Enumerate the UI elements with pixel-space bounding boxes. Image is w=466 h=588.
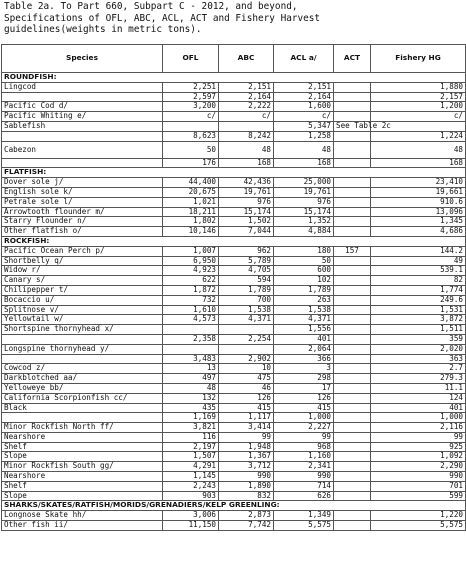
cell-ofl: 1,802 xyxy=(163,217,219,227)
cell-abc: 1,117 xyxy=(219,413,274,423)
cell-abc: 8,242 xyxy=(219,131,274,141)
cell-ofl: c/ xyxy=(163,112,219,122)
cell-species: Longspine thornyhead y/ xyxy=(2,344,163,354)
cell-fishery-hg: 279.3 xyxy=(371,374,466,384)
table-row xyxy=(2,266,466,276)
cell-species: Canary s/ xyxy=(2,276,163,286)
table-row xyxy=(2,481,466,491)
cell-fishery-hg: 2,020 xyxy=(371,344,466,354)
cell-act xyxy=(334,178,371,188)
cell-abc: 1,890 xyxy=(219,481,274,491)
cell-fishery-hg: 1,000 xyxy=(371,413,466,423)
section-header-row xyxy=(2,168,466,178)
table-row xyxy=(2,383,466,393)
cell-acl: 2,064 xyxy=(274,344,334,354)
cell-ofl xyxy=(163,121,219,131)
header-abc: ABC xyxy=(219,45,274,73)
cell-ofl xyxy=(163,344,219,354)
cell-ofl: 2,597 xyxy=(163,92,219,102)
cell-acl: 5,347 xyxy=(274,121,334,131)
cell-abc: 7,742 xyxy=(219,521,274,531)
cell-acl: 2,341 xyxy=(274,462,334,472)
cell-ofl: 4,291 xyxy=(163,462,219,472)
cell-fishery-hg: 4,686 xyxy=(371,227,466,237)
section-label: FLATFISH: xyxy=(2,168,466,178)
cell-act xyxy=(334,197,371,207)
cell-ofl: 1,872 xyxy=(163,285,219,295)
cell-species: Other fish ii/ xyxy=(2,521,163,531)
table-row xyxy=(2,121,466,131)
page-title: Table 2a. To Part 660, Subpart C - 2012, and beyond, Specifications of OFL, ABC, ACL, ACT and Fishery Harvest guidelines(weights in metric tons). xyxy=(4,1,321,35)
cell-abc: 415 xyxy=(219,403,274,413)
table-row xyxy=(2,158,466,168)
cell-ofl: 1,007 xyxy=(163,246,219,256)
cell-acl: 1,556 xyxy=(274,325,334,335)
table-row xyxy=(2,344,466,354)
cell-ofl: 3,821 xyxy=(163,423,219,433)
cell-fishery-hg: 249.6 xyxy=(371,295,466,305)
cell-ofl: 4,573 xyxy=(163,315,219,325)
section-label: ROUNDFISH: xyxy=(2,73,466,83)
table-row xyxy=(2,82,466,92)
cell-ofl: 6,950 xyxy=(163,256,219,266)
header-fishery-hg: Fishery HG xyxy=(371,45,466,73)
cell-ofl: 1,507 xyxy=(163,452,219,462)
section-header-row xyxy=(2,236,466,246)
cell-fishery-hg: 1,224 xyxy=(371,131,466,141)
cell-act xyxy=(334,315,371,325)
cell-abc: 962 xyxy=(219,246,274,256)
cell-fishery-hg: 48 xyxy=(371,141,466,158)
cell-abc: 700 xyxy=(219,295,274,305)
cell-act xyxy=(334,325,371,335)
cell-ofl: 20,675 xyxy=(163,187,219,197)
cell-act xyxy=(334,102,371,112)
cell-act xyxy=(334,266,371,276)
table-row xyxy=(2,423,466,433)
cell-fishery-hg: 1,511 xyxy=(371,325,466,335)
cell-ofl: 2,197 xyxy=(163,442,219,452)
cell-act: See Table 2c xyxy=(334,121,371,131)
cell-fishery-hg: 401 xyxy=(371,403,466,413)
cell-abc: 2,164 xyxy=(219,92,274,102)
table-row xyxy=(2,285,466,295)
cell-species: Slope xyxy=(2,452,163,462)
cell-species: Chilipepper t/ xyxy=(2,285,163,295)
cell-act xyxy=(334,92,371,102)
cell-abc: 1,948 xyxy=(219,442,274,452)
cell-acl: 714 xyxy=(274,481,334,491)
cell-abc: 475 xyxy=(219,374,274,384)
cell-abc xyxy=(219,121,274,131)
cell-species: Darkblotched aa/ xyxy=(2,374,163,384)
cell-species: Shelf xyxy=(2,442,163,452)
cell-act: 157 xyxy=(334,246,371,256)
table-row xyxy=(2,403,466,413)
cell-acl: 1,160 xyxy=(274,452,334,462)
table-row xyxy=(2,334,466,344)
cell-acl: 168 xyxy=(274,158,334,168)
cell-abc: 7,044 xyxy=(219,227,274,237)
table-row xyxy=(2,462,466,472)
table-row xyxy=(2,187,466,197)
cell-act xyxy=(334,112,371,122)
cell-species: Minor Rockfish North ff/ xyxy=(2,423,163,433)
cell-species: Splitnose v/ xyxy=(2,305,163,315)
table-row xyxy=(2,141,466,158)
table-row xyxy=(2,178,466,188)
table-row xyxy=(2,256,466,266)
cell-acl: 2,227 xyxy=(274,423,334,433)
cell-abc: 2,873 xyxy=(219,511,274,521)
cell-act xyxy=(334,481,371,491)
cell-species: Pacific Whiting e/ xyxy=(2,112,163,122)
cell-abc: 832 xyxy=(219,491,274,501)
cell-species: Pacific Cod d/ xyxy=(2,102,163,112)
cell-acl: 1,789 xyxy=(274,285,334,295)
cell-species: Arrowtooth flounder m/ xyxy=(2,207,163,217)
table-row xyxy=(2,246,466,256)
cell-acl: 366 xyxy=(274,354,334,364)
cell-act xyxy=(334,364,371,374)
cell-fishery-hg: 701 xyxy=(371,481,466,491)
cell-species: Cowcod z/ xyxy=(2,364,163,374)
cell-abc: 46 xyxy=(219,383,274,393)
cell-abc: 1,538 xyxy=(219,305,274,315)
cell-species: Yelloweye bb/ xyxy=(2,383,163,393)
cell-species: Shortbelly q/ xyxy=(2,256,163,266)
cell-species: Bocaccio u/ xyxy=(2,295,163,305)
cell-fishery-hg: 363 xyxy=(371,354,466,364)
specifications-table-container xyxy=(1,44,466,531)
table-row xyxy=(2,112,466,122)
cell-act xyxy=(334,187,371,197)
table-row xyxy=(2,276,466,286)
cell-acl: 50 xyxy=(274,256,334,266)
cell-act xyxy=(334,472,371,482)
cell-ofl: 18,211 xyxy=(163,207,219,217)
cell-fishery-hg: 124 xyxy=(371,393,466,403)
cell-species: Nearshore xyxy=(2,472,163,482)
cell-ofl: 1,145 xyxy=(163,472,219,482)
cell-fishery-hg: 144.2 xyxy=(371,246,466,256)
section-label: ROCKFISH: xyxy=(2,236,466,246)
header-act: ACT xyxy=(334,45,371,73)
table-row xyxy=(2,227,466,237)
cell-fishery-hg: 2,290 xyxy=(371,462,466,472)
cell-act xyxy=(334,305,371,315)
cell-ofl: 2,358 xyxy=(163,334,219,344)
cell-acl: 626 xyxy=(274,491,334,501)
cell-acl: 1,000 xyxy=(274,413,334,423)
cell-fishery-hg: 990 xyxy=(371,472,466,482)
cell-abc: 126 xyxy=(219,393,274,403)
cell-act xyxy=(334,217,371,227)
cell-act xyxy=(334,82,371,92)
cell-ofl: 903 xyxy=(163,491,219,501)
specifications-table xyxy=(1,44,466,531)
cell-acl: 1,349 xyxy=(274,511,334,521)
cell-act xyxy=(334,295,371,305)
cell-acl: c/ xyxy=(274,112,334,122)
cell-abc xyxy=(219,325,274,335)
cell-ofl: 13 xyxy=(163,364,219,374)
cell-ofl: 3,200 xyxy=(163,102,219,112)
cell-acl: 1,600 xyxy=(274,102,334,112)
table-row xyxy=(2,197,466,207)
cell-acl: 25,000 xyxy=(274,178,334,188)
cell-abc: 1,789 xyxy=(219,285,274,295)
cell-species: Slope xyxy=(2,491,163,501)
cell-species: Shelf xyxy=(2,481,163,491)
cell-act xyxy=(334,462,371,472)
cell-act xyxy=(334,511,371,521)
cell-abc: 594 xyxy=(219,276,274,286)
cell-act xyxy=(334,423,371,433)
cell-species: Longnose Skate hh/ xyxy=(2,511,163,521)
cell-abc: 15,174 xyxy=(219,207,274,217)
cell-fishery-hg: c/ xyxy=(371,112,466,122)
cell-abc: 3,414 xyxy=(219,423,274,433)
header-row xyxy=(2,45,466,73)
section-header-row xyxy=(2,73,466,83)
cell-abc: 2,222 xyxy=(219,102,274,112)
table-row xyxy=(2,472,466,482)
cell-acl: 99 xyxy=(274,432,334,442)
cell-abc: 4,705 xyxy=(219,266,274,276)
cell-act xyxy=(334,432,371,442)
table-body xyxy=(2,73,466,531)
cell-ofl: 3,006 xyxy=(163,511,219,521)
cell-species: Shortspine thornyhead x/ xyxy=(2,325,163,335)
cell-ofl xyxy=(163,325,219,335)
cell-abc: 19,761 xyxy=(219,187,274,197)
table-row xyxy=(2,131,466,141)
cell-abc xyxy=(219,344,274,354)
cell-acl: 5,575 xyxy=(274,521,334,531)
cell-species: Yellowtail w/ xyxy=(2,315,163,325)
cell-abc: 4,371 xyxy=(219,315,274,325)
cell-acl: 126 xyxy=(274,393,334,403)
cell-abc: c/ xyxy=(219,112,274,122)
cell-ofl: 116 xyxy=(163,432,219,442)
cell-species: Lingcod xyxy=(2,82,163,92)
cell-ofl: 2,243 xyxy=(163,481,219,491)
cell-ofl: 497 xyxy=(163,374,219,384)
table-row xyxy=(2,92,466,102)
cell-acl: 2,164 xyxy=(274,92,334,102)
cell-act xyxy=(334,334,371,344)
cell-acl: 1,258 xyxy=(274,131,334,141)
cell-fishery-hg: 1,774 xyxy=(371,285,466,295)
table-row xyxy=(2,442,466,452)
cell-fishery-hg: 1,092 xyxy=(371,452,466,462)
header-ofl: OFL xyxy=(163,45,219,73)
table-row xyxy=(2,511,466,521)
cell-fishery-hg: 359 xyxy=(371,334,466,344)
cell-acl: 102 xyxy=(274,276,334,286)
cell-abc: 48 xyxy=(219,141,274,158)
cell-act xyxy=(334,207,371,217)
cell-acl: 15,174 xyxy=(274,207,334,217)
cell-act xyxy=(334,521,371,531)
cell-acl: 990 xyxy=(274,472,334,482)
cell-act xyxy=(334,285,371,295)
cell-fishery-hg: 5,575 xyxy=(371,521,466,531)
cell-fishery-hg: 2.7 xyxy=(371,364,466,374)
cell-fishery-hg: 19,661 xyxy=(371,187,466,197)
cell-species: Other flatfish o/ xyxy=(2,227,163,237)
cell-fishery-hg: 13,096 xyxy=(371,207,466,217)
cell-acl: 401 xyxy=(274,334,334,344)
cell-acl: 298 xyxy=(274,374,334,384)
cell-acl: 968 xyxy=(274,442,334,452)
cell-abc: 99 xyxy=(219,432,274,442)
cell-acl: 263 xyxy=(274,295,334,305)
table-row xyxy=(2,354,466,364)
cell-ofl: 50 xyxy=(163,141,219,158)
cell-abc: 990 xyxy=(219,472,274,482)
cell-abc: 2,254 xyxy=(219,334,274,344)
cell-abc: 3,712 xyxy=(219,462,274,472)
cell-act xyxy=(334,344,371,354)
cell-fishery-hg: 910.6 xyxy=(371,197,466,207)
cell-fishery-hg: 1,345 xyxy=(371,217,466,227)
cell-species: English sole k/ xyxy=(2,187,163,197)
cell-act xyxy=(334,383,371,393)
cell-ofl: 48 xyxy=(163,383,219,393)
cell-act xyxy=(334,374,371,384)
cell-act xyxy=(334,491,371,501)
cell-species: Nearshore xyxy=(2,432,163,442)
cell-act xyxy=(334,158,371,168)
cell-act xyxy=(334,276,371,286)
cell-acl: 415 xyxy=(274,403,334,413)
cell-ofl: 1,169 xyxy=(163,413,219,423)
table-row xyxy=(2,295,466,305)
cell-species: Minor Rockfish South gg/ xyxy=(2,462,163,472)
header-acl: ACL a/ xyxy=(274,45,334,73)
cell-act xyxy=(334,131,371,141)
cell-act xyxy=(334,256,371,266)
cell-fishery-hg: 2,157 xyxy=(371,92,466,102)
cell-ofl: 8,623 xyxy=(163,131,219,141)
cell-ofl: 176 xyxy=(163,158,219,168)
cell-acl: 600 xyxy=(274,266,334,276)
cell-acl: 3 xyxy=(274,364,334,374)
table-row xyxy=(2,432,466,442)
cell-act xyxy=(334,227,371,237)
header-species: Species xyxy=(2,45,163,73)
cell-fishery-hg: 99 xyxy=(371,432,466,442)
cell-species: Pacific Ocean Perch p/ xyxy=(2,246,163,256)
cell-acl: 180 xyxy=(274,246,334,256)
cell-act xyxy=(334,354,371,364)
cell-fishery-hg: 2,116 xyxy=(371,423,466,433)
cell-ofl: 2,251 xyxy=(163,82,219,92)
cell-acl: 48 xyxy=(274,141,334,158)
cell-acl: 976 xyxy=(274,197,334,207)
cell-ofl: 1,021 xyxy=(163,197,219,207)
cell-ofl: 11,150 xyxy=(163,521,219,531)
cell-fishery-hg: 1,880 xyxy=(371,82,466,92)
cell-act xyxy=(334,413,371,423)
cell-fishery-hg: 599 xyxy=(371,491,466,501)
cell-ofl: 732 xyxy=(163,295,219,305)
cell-acl: 2,151 xyxy=(274,82,334,92)
section-label: SHARKS/SKATES/RATFISH/MORIDS/GRENADIERS/KELP GREENLING: xyxy=(2,501,466,511)
cell-fishery-hg: 1,220 xyxy=(371,511,466,521)
table-row xyxy=(2,305,466,315)
table-row xyxy=(2,393,466,403)
cell-ofl: 435 xyxy=(163,403,219,413)
cell-species: Black xyxy=(2,403,163,413)
cell-fishery-hg: 49 xyxy=(371,256,466,266)
cell-ofl: 4,923 xyxy=(163,266,219,276)
cell-abc: 976 xyxy=(219,197,274,207)
cell-abc: 5,789 xyxy=(219,256,274,266)
cell-ofl: 132 xyxy=(163,393,219,403)
cell-species: California Scorpionfish cc/ xyxy=(2,393,163,403)
cell-fishery-hg: 925 xyxy=(371,442,466,452)
cell-abc: 1,502 xyxy=(219,217,274,227)
cell-ofl: 10,146 xyxy=(163,227,219,237)
cell-fishery-hg: 539.1 xyxy=(371,266,466,276)
cell-abc: 42,436 xyxy=(219,178,274,188)
cell-abc: 168 xyxy=(219,158,274,168)
cell-fishery-hg: 82 xyxy=(371,276,466,286)
cell-fishery-hg: 1,200 xyxy=(371,102,466,112)
cell-act xyxy=(334,442,371,452)
cell-ofl: 622 xyxy=(163,276,219,286)
cell-acl: 19,761 xyxy=(274,187,334,197)
cell-acl: 17 xyxy=(274,383,334,393)
cell-species xyxy=(2,334,163,344)
cell-species xyxy=(2,131,163,141)
cell-act xyxy=(334,141,371,158)
cell-species: Starry Flounder n/ xyxy=(2,217,163,227)
cell-abc: 10 xyxy=(219,364,274,374)
cell-acl: 1,538 xyxy=(274,305,334,315)
cell-fishery-hg: 1,531 xyxy=(371,305,466,315)
cell-abc: 1,367 xyxy=(219,452,274,462)
cell-acl: 4,884 xyxy=(274,227,334,237)
cell-species: Petrale sole l/ xyxy=(2,197,163,207)
cell-fishery-hg: 11.1 xyxy=(371,383,466,393)
cell-acl: 1,352 xyxy=(274,217,334,227)
cell-act xyxy=(334,403,371,413)
cell-abc: 2,902 xyxy=(219,354,274,364)
cell-species: Widow r/ xyxy=(2,266,163,276)
cell-fishery-hg: 23,410 xyxy=(371,178,466,188)
cell-fishery-hg: 3,872 xyxy=(371,315,466,325)
table-row xyxy=(2,325,466,335)
cell-act xyxy=(334,452,371,462)
cell-abc: 2,151 xyxy=(219,82,274,92)
cell-ofl: 1,610 xyxy=(163,305,219,315)
cell-acl: 4,371 xyxy=(274,315,334,325)
cell-species: Cabezon xyxy=(2,141,163,158)
cell-act xyxy=(334,393,371,403)
table-row xyxy=(2,521,466,531)
cell-ofl: 44,400 xyxy=(163,178,219,188)
table-row xyxy=(2,374,466,384)
cell-ofl: 3,483 xyxy=(163,354,219,364)
cell-fishery-hg: 168 xyxy=(371,158,466,168)
cell-species: Sablefish xyxy=(2,121,163,131)
cell-species: Dover sole j/ xyxy=(2,178,163,188)
